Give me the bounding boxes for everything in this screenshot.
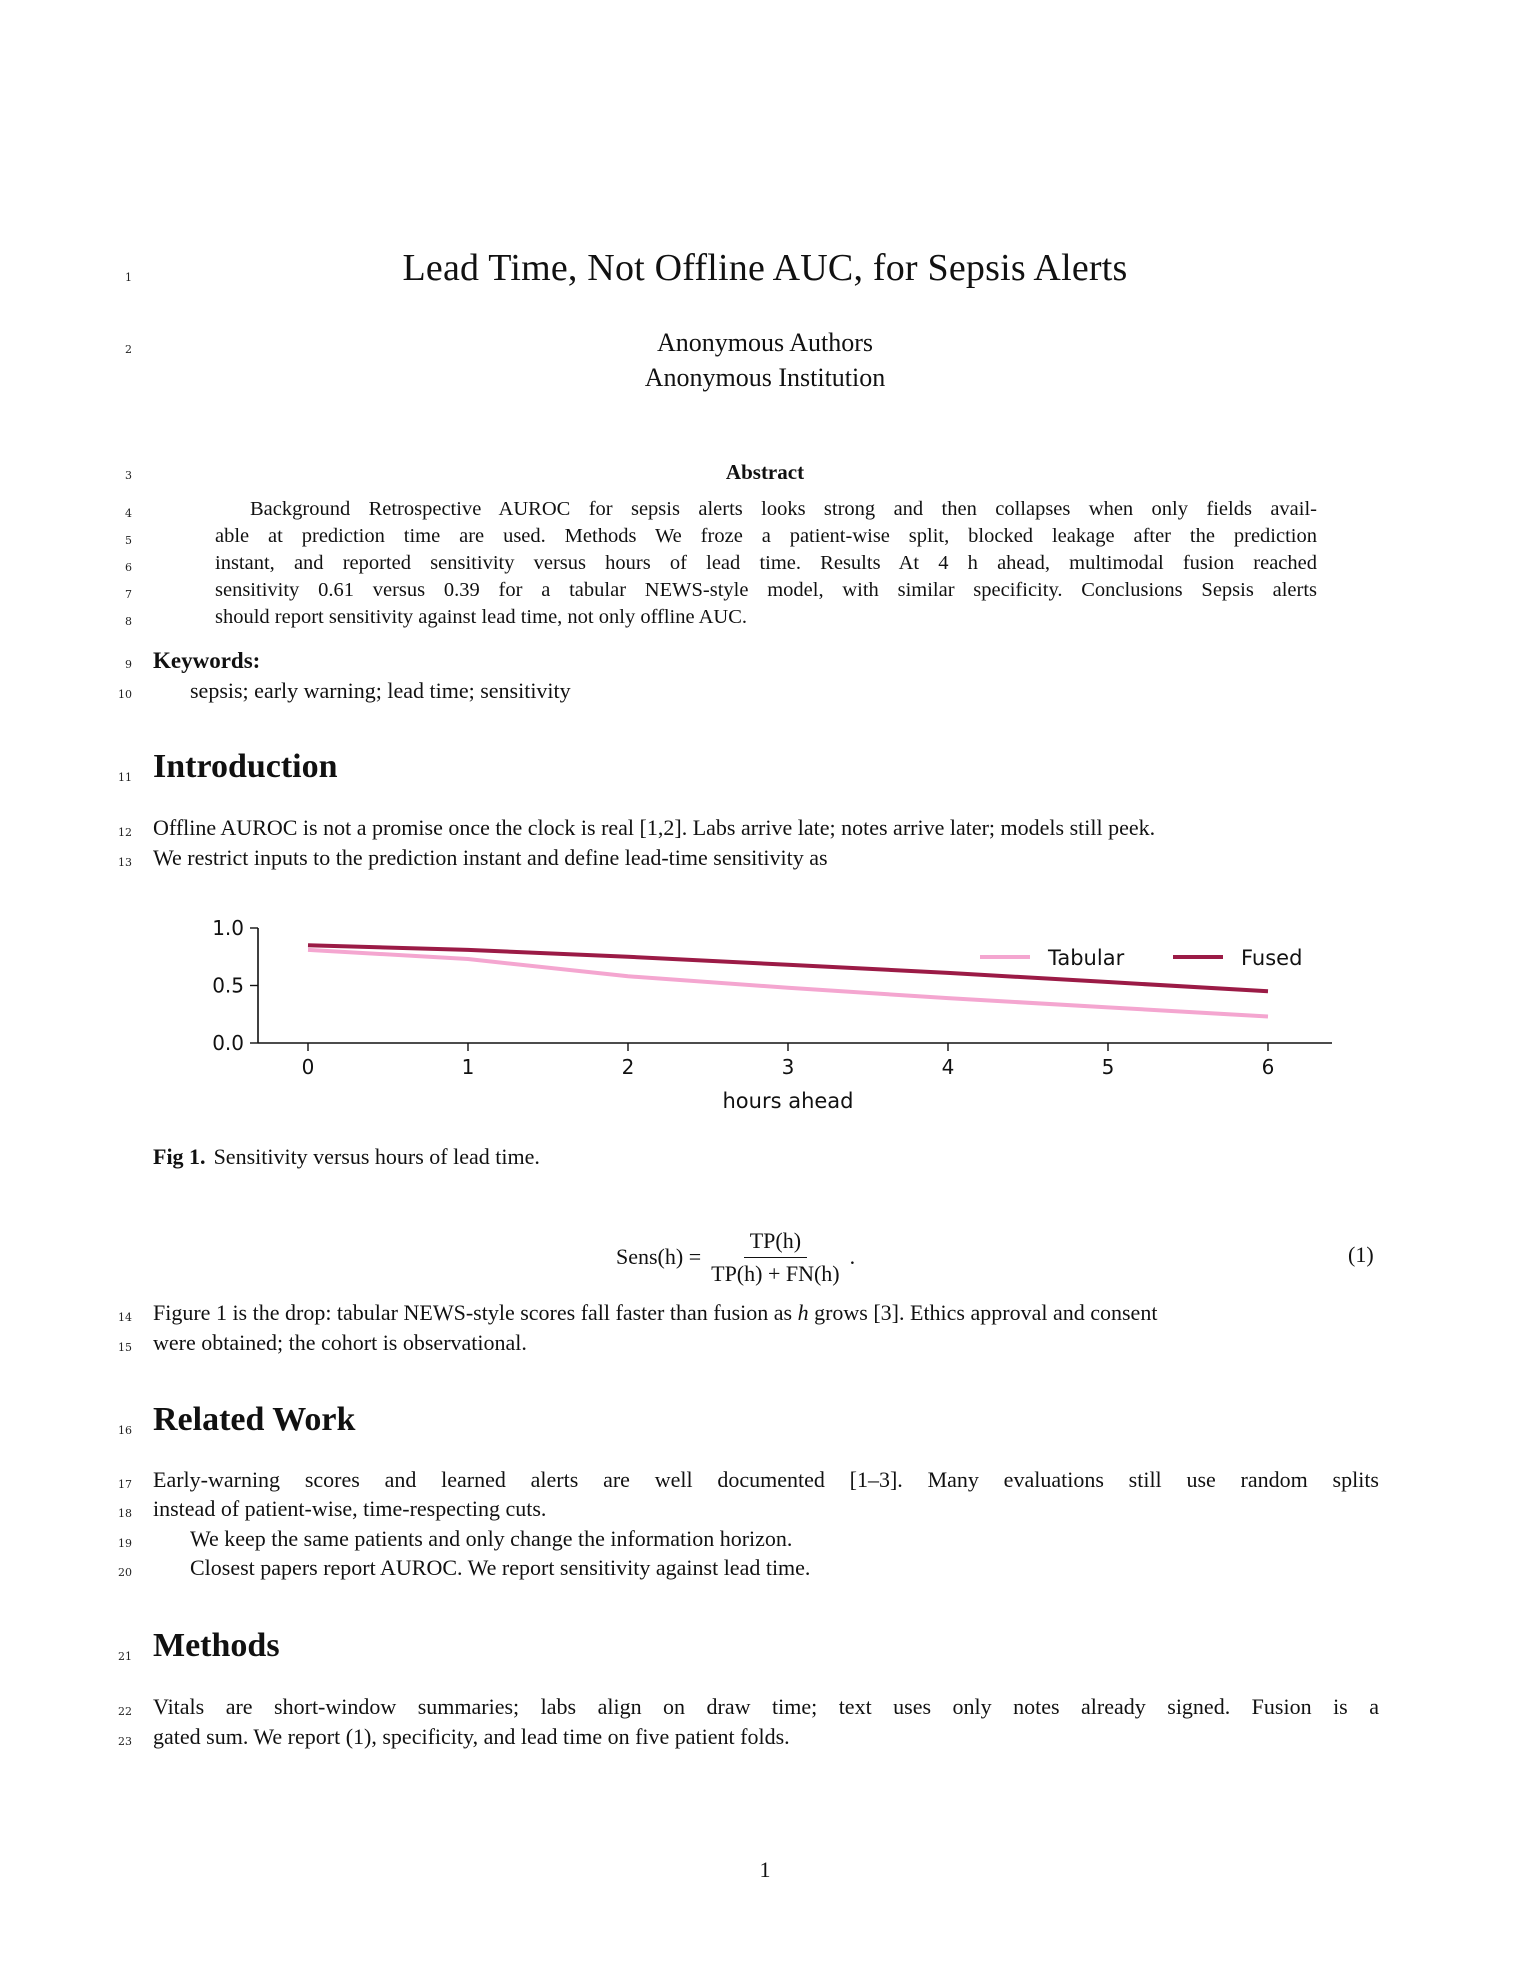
abstract-line: should report sensitivity against lead time, not only offline AUC. [215,606,747,628]
paper-title: Lead Time, Not Offline AUC, for Sepsis Alerts [402,247,1128,289]
section-heading-related-work: Related Work [153,1401,356,1438]
keywords-heading: Keywords: [153,648,261,673]
equation-denominator: TP(h) + FN(h) [711,1260,840,1286]
legend-label-tabular: Tabular [1048,946,1125,970]
institution: Anonymous Institution [644,363,886,392]
paragraph-text: Figure 1 is the drop: tabular NEWS-style scores fall faster than fusion as [153,1300,798,1325]
page-number: 1 [759,1857,771,1882]
abstract-heading: Abstract [725,460,805,484]
equation-lhs: Sens(h) = [616,1244,702,1269]
line-number: 11 [118,771,132,784]
paragraph-line: Early-warning scores and learned alerts are well documented [1–3]. Many evaluations still use random splits [153,1467,1379,1492]
line-number: 14 [118,1311,132,1324]
x-tick-label: 0 [301,1055,315,1079]
paragraph-line [153,1300,1379,1326]
figure-caption-text: Sensitivity versus hours of lead time. [213,1144,540,1169]
legend-label-fused: Fused [1241,946,1303,970]
x-tick-label: 2 [621,1055,635,1079]
section-heading-methods: Methods [153,1627,280,1664]
line-number: 18 [118,1507,132,1520]
line-number: 16 [118,1424,132,1437]
line-number: 12 [118,826,132,839]
keywords: sepsis; early warning; lead time; sensitivity [190,678,571,703]
figure-caption [153,1144,540,1170]
line-number: 7 [125,588,132,601]
x-tick-label: 1 [461,1055,475,1079]
line-number: 13 [118,856,132,869]
paragraph-line: We restrict inputs to the prediction instant and define lead-time sensitivity as [153,845,828,870]
paragraph-text: grows [3]. Ethics approval and consent [808,1300,1158,1325]
paragraph-line: Vitals are short-window summaries; labs align on draw time; text uses only notes already signed. Fusion is a [153,1694,1379,1719]
paragraph-line: We keep the same patients and only change the information horizon. [190,1526,793,1551]
equation-1: Sens(h) = $\frac{TP(h)}{TP(h) + FN(h)}$ . (1) [616,1227,1374,1286]
figure-caption-label: Fig 1. [153,1144,206,1169]
line-number: 19 [118,1537,132,1550]
equation-numerator: TP(h) [744,1228,807,1258]
y-tick-label: 0.5 [212,973,244,998]
abstract-line: instant, and reported sensitivity versus hours of lead time. Results At 4 h ahead, multimodal fusion reached [215,552,1317,574]
line-number: 1 [125,271,132,284]
paragraph-line: gated sum. We report (1), specificity, and lead time on five patient folds. [153,1724,790,1749]
abstract-line: able at prediction time are used. Methods We froze a patient-wise split, blocked leakage after the prediction [215,525,1317,547]
equation-number: (1) [1348,1242,1374,1267]
line-number: 9 [125,658,132,671]
x-tick-label: 3 [781,1055,795,1079]
abstract-line: sensitivity 0.61 versus 0.39 for a tabular NEWS-style model, with similar specificity. Conclusions Sepsis alerts [215,579,1317,601]
line-number: 5 [125,534,132,547]
x-axis-label: hours ahead [722,1089,854,1113]
line-number: 4 [125,507,132,520]
section-heading-introduction: Introduction [153,748,338,785]
line-number: 3 [125,469,132,482]
line-number: 6 [125,561,132,574]
paragraph-line: were obtained; the cohort is observational. [153,1330,527,1355]
line-number: 8 [125,615,132,628]
line-number: 17 [118,1478,132,1491]
abstract-line: Background Retrospective AUROC for sepsis alerts looks strong and then collapses when only fields avail- [250,498,1317,520]
line-number: 21 [118,1650,132,1663]
line-number: 22 [118,1705,132,1718]
x-tick-label: 6 [1261,1055,1275,1079]
line-number: 15 [118,1341,132,1354]
paragraph-line: Offline AUROC is not a promise once the clock is real [1,2]. Labs arrive late; notes arrive later; models still peek. [153,815,1156,840]
y-tick-label: 1.0 [212,916,244,940]
line-number: 23 [118,1735,132,1748]
paragraph-line: instead of patient-wise, time-respecting cuts. [153,1496,547,1521]
x-tick-label: 5 [1101,1055,1115,1079]
paragraph-line: Closest papers report AUROC. We report sensitivity against lead time. [190,1555,811,1580]
authors: Anonymous Authors [657,328,873,357]
line-number: 10 [118,688,132,701]
equation-fraction [705,1228,846,1287]
line-number: 20 [118,1566,132,1579]
x-tick-label: 4 [941,1055,955,1079]
y-tick-label: 0.0 [212,1031,244,1055]
sensitivity-line-chart [190,910,1340,1130]
math-variable: h [797,1300,809,1325]
line-number: 2 [125,343,132,356]
